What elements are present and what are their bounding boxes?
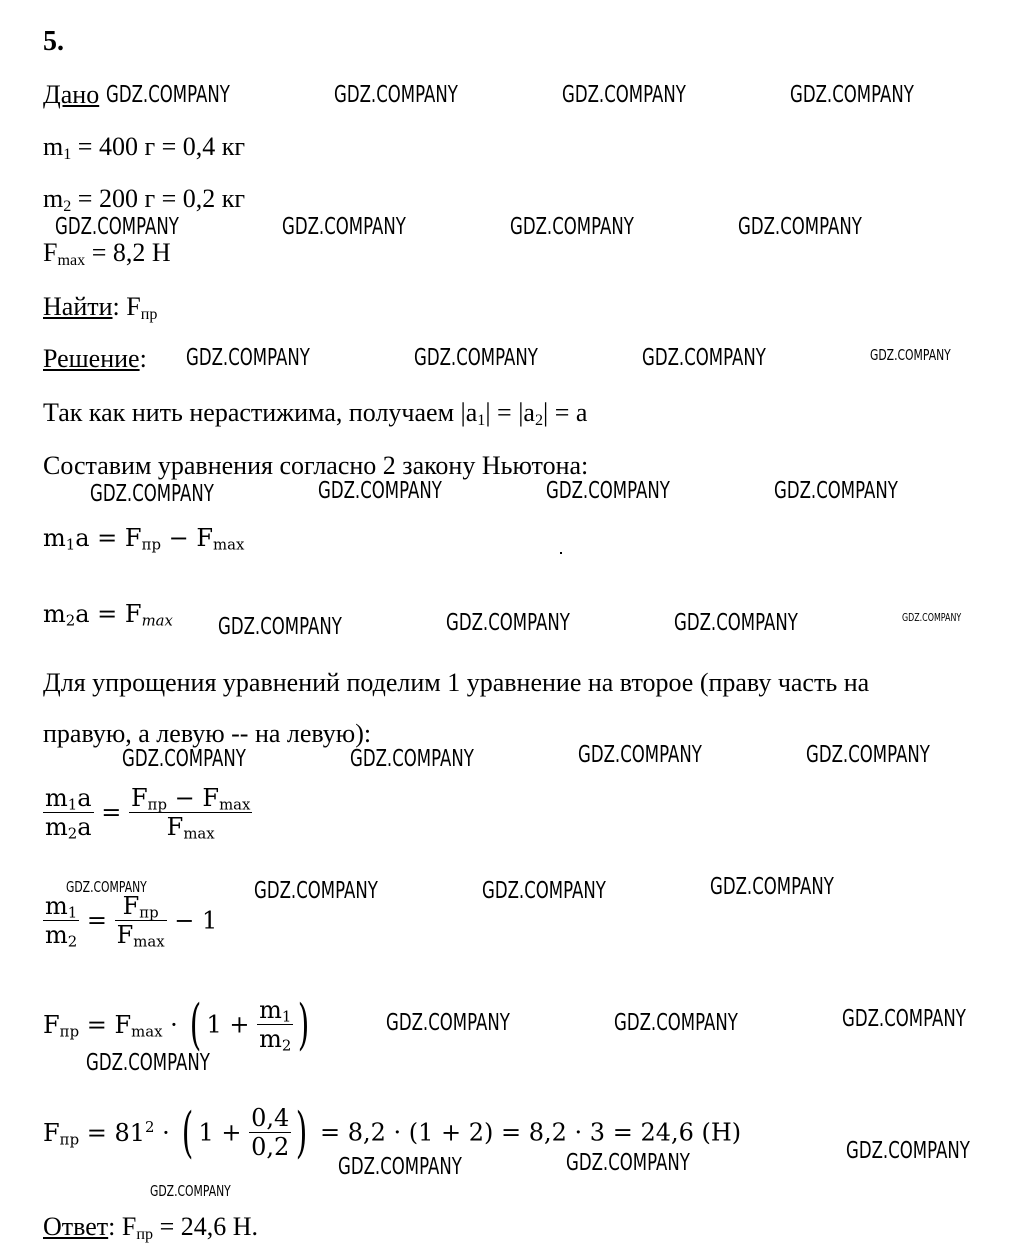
given-heading: Дано [43, 80, 100, 109]
watermark: GDZ.COMPANY [566, 1150, 690, 1176]
stray-dot [560, 552, 562, 554]
watermark: GDZ.COMPANY [870, 346, 951, 364]
watermark: GDZ.COMPANY [86, 1050, 210, 1076]
problem-number: 5. [43, 26, 64, 57]
watermark: GDZ.COMPANY [150, 1182, 231, 1200]
watermark: GDZ.COMPANY [546, 478, 670, 504]
watermark: GDZ.COMPANY [806, 742, 930, 768]
equation-5: $F_{пр} = F_{max}$ · ( 1 + $\frac{m_1}{m_2}$ ) [43, 992, 310, 1056]
watermark: GDZ.COMPANY [282, 214, 406, 240]
equation-2: $m_2a = F_{max}$ [43, 600, 173, 630]
paragraph-line2: правую, а левую -- на левую): [43, 719, 372, 748]
watermark: GDZ.COMPANY [578, 742, 702, 768]
watermark: GDZ.COMPANY [510, 214, 634, 240]
given-fmax: $F_{max} = 8,2$ Н [43, 238, 171, 270]
watermark: GDZ.COMPANY [254, 878, 378, 904]
paragraph-line1: Для упрощения уравнений поделим 1 уравнение на второе (праву часть на [43, 668, 870, 697]
watermark: GDZ.COMPANY [106, 82, 230, 108]
solution-line2: Составим уравнения согласно 2 закону Ньютона: [43, 451, 589, 480]
watermark: GDZ.COMPANY [642, 345, 766, 371]
watermark: GDZ.COMPANY [334, 82, 458, 108]
watermark: GDZ.COMPANY [710, 874, 834, 900]
given-m1: $m_1 = 400$ г = 0,4 кг [43, 132, 246, 164]
watermark: GDZ.COMPANY [414, 345, 538, 371]
watermark: GDZ.COMPANY [562, 82, 686, 108]
watermark: GDZ.COMPANY [318, 478, 442, 504]
watermark: GDZ.COMPANY [218, 614, 342, 640]
watermark: GDZ.COMPANY [846, 1138, 970, 1164]
answer-line: Ответ: $F_{пр} = 24,6$ Н. [43, 1212, 259, 1244]
watermark: GDZ.COMPANY [674, 610, 798, 636]
watermark: GDZ.COMPANY [774, 478, 898, 504]
solution-line1: Так как нить нерастижима, получаем $|a_1| = |a_2| = a$ [43, 398, 588, 430]
watermark: GDZ.COMPANY [338, 1154, 462, 1180]
equation-6: $F_{пр} = 81^2$ · ( 1 + $\frac{0,4}{0,2}$ ) = 8,2 · (1 + 2) = 8,2 · 3 = 24,6 (Н) [43, 1100, 742, 1164]
watermark: GDZ.COMPANY [122, 746, 246, 772]
watermark: GDZ.COMPANY [842, 1006, 966, 1032]
watermark: GDZ.COMPANY [482, 878, 606, 904]
watermark: GDZ.COMPANY [66, 878, 147, 896]
watermark: GDZ.COMPANY [614, 1010, 738, 1036]
given-m2: $m_2 = 200$ г = 0,2 кг [43, 184, 246, 216]
watermark: GDZ.COMPANY [386, 1010, 510, 1036]
watermark: GDZ.COMPANY [55, 214, 179, 240]
equation-4: $\frac{m_1}{m_2}$ = $\frac{F_{пр}}{F_{max}}$ − 1 [45, 892, 218, 951]
watermark: GDZ.COMPANY [186, 345, 310, 371]
equation-3: $\frac{m_1a}{m_2a}$ = $\frac{F_{пр} - F_{max}}{F_{max}}$ [45, 784, 251, 843]
watermark: GDZ.COMPANY [790, 82, 914, 108]
watermark: GDZ.COMPANY [738, 214, 862, 240]
watermark: GDZ.COMPANY [90, 481, 214, 507]
find-line: Найти: $F_{пр}$ [43, 292, 158, 324]
solution-heading: Решение: [43, 344, 147, 373]
watermark: GDZ.COMPANY [902, 611, 962, 624]
watermark: GDZ.COMPANY [350, 746, 474, 772]
watermark: GDZ.COMPANY [446, 610, 570, 636]
equation-1: $m_1a = F_{пр} - F_{max}$ [43, 524, 245, 554]
